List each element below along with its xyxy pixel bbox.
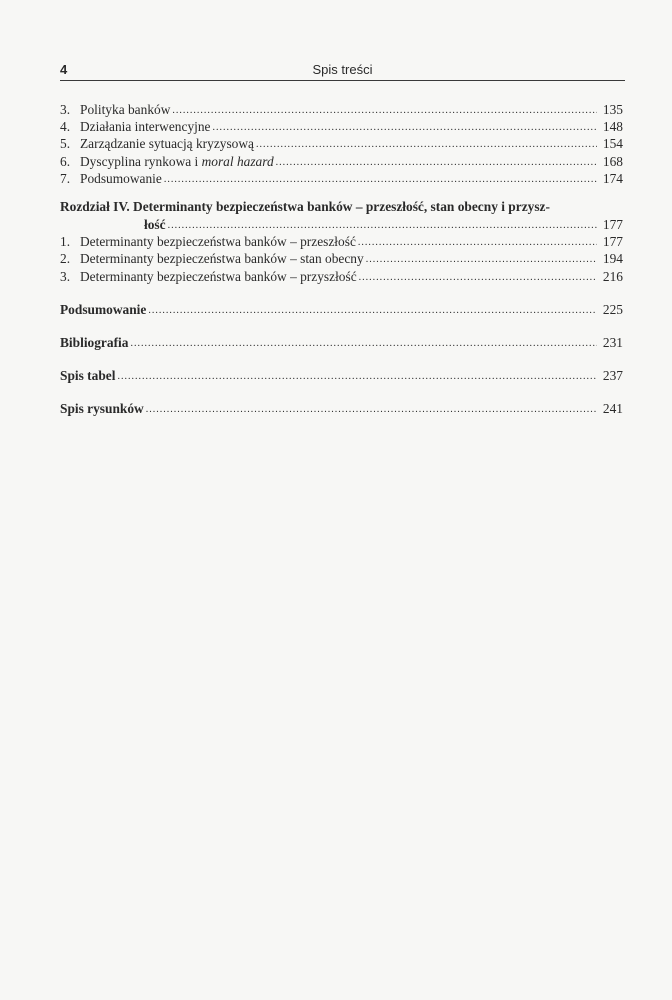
entry-page: 174 xyxy=(602,170,623,186)
entry-page: 225 xyxy=(602,301,623,317)
table-of-contents xyxy=(60,101,623,417)
entry-page: 148 xyxy=(602,119,623,135)
entry-number: 4. xyxy=(60,119,71,135)
entry-title: Działania interwencyjne xyxy=(80,119,211,135)
entry-number: 7. xyxy=(60,170,71,186)
entry-title: Determinanty bezpieczeństwa banków – przyszłość xyxy=(80,268,357,284)
entry-page: 168 xyxy=(602,153,623,169)
entry-page: 154 xyxy=(602,136,623,152)
toc-entry-7-summary xyxy=(60,170,623,187)
entry-number: 6. xyxy=(60,153,71,169)
page-number: 4 xyxy=(60,62,68,77)
entry-number: 3. xyxy=(60,102,71,117)
toc-entry-list-of-tables xyxy=(60,367,623,384)
entry-page: 216 xyxy=(602,268,623,284)
toc-entry-list-of-figures xyxy=(60,400,623,417)
entry-page: 241 xyxy=(602,401,623,417)
entry-title: Spis tabel xyxy=(60,368,116,384)
entry-page: 231 xyxy=(602,334,623,350)
chapter-4-heading: Rozdział IV. Determinanty bezpieczeństwa banków – przeszłość, stan obecny i przysz- xyxy=(60,198,550,214)
dot-leader xyxy=(130,335,597,352)
entry-title: Dyscyplina rynkowa i xyxy=(80,153,202,169)
toc-entry-summary xyxy=(60,301,623,318)
entry-title: Spis rysunków xyxy=(60,401,144,417)
entry-number: 5. xyxy=(60,136,71,152)
toc-entry-ch4-2-present xyxy=(60,250,623,267)
entry-page: 237 xyxy=(602,368,623,384)
dot-leader xyxy=(256,136,597,153)
dot-leader xyxy=(359,269,597,286)
dot-leader xyxy=(213,119,598,136)
entry-page: 194 xyxy=(602,251,623,267)
entry-title: Podsumowanie xyxy=(60,301,147,317)
toc-entry-bibliography xyxy=(60,334,623,351)
dot-leader xyxy=(172,102,597,119)
entry-number: 1. xyxy=(60,234,71,250)
entry-title-italic: moral hazard xyxy=(201,153,274,169)
page-header xyxy=(60,60,625,80)
entry-page: 177 xyxy=(602,234,623,250)
header-rule xyxy=(60,80,625,81)
entry-page: 135 xyxy=(602,102,623,117)
toc-entry-4-interventions xyxy=(60,118,623,135)
dot-leader xyxy=(358,234,597,251)
entry-title: Zarządzanie sytuacją kryzysową xyxy=(80,136,254,152)
dot-leader xyxy=(117,368,597,385)
entry-title: Polityka banków xyxy=(80,102,171,117)
toc-entry-ch4-1-past xyxy=(60,233,623,250)
entry-page: 177 xyxy=(602,216,623,232)
entry-title: Determinanty bezpieczeństwa banków – stan obecny xyxy=(80,251,364,267)
chapter-4-heading-continuation: łość ..... 177 xyxy=(60,216,623,233)
entry-number: 3. xyxy=(60,268,71,284)
dot-leader xyxy=(366,251,597,268)
dot-leader xyxy=(276,154,597,171)
entry-title: Determinanty bezpieczeństwa banków – przeszłość xyxy=(80,234,356,250)
toc-entry-ch4-3-future xyxy=(60,268,623,285)
dot-leader xyxy=(168,217,597,234)
dot-leader xyxy=(148,302,597,319)
entry-title: Podsumowanie xyxy=(80,170,162,186)
entry-title: Bibliografia xyxy=(60,334,129,350)
running-title: Spis treści xyxy=(312,62,373,77)
toc-entry-6-market-discipline xyxy=(60,153,623,170)
dot-leader xyxy=(146,401,597,418)
entry-number: 2. xyxy=(60,251,71,267)
dot-leader xyxy=(164,171,597,188)
toc-entry-3-policy xyxy=(60,101,623,118)
toc-entry-5-crisis-management xyxy=(60,135,623,152)
